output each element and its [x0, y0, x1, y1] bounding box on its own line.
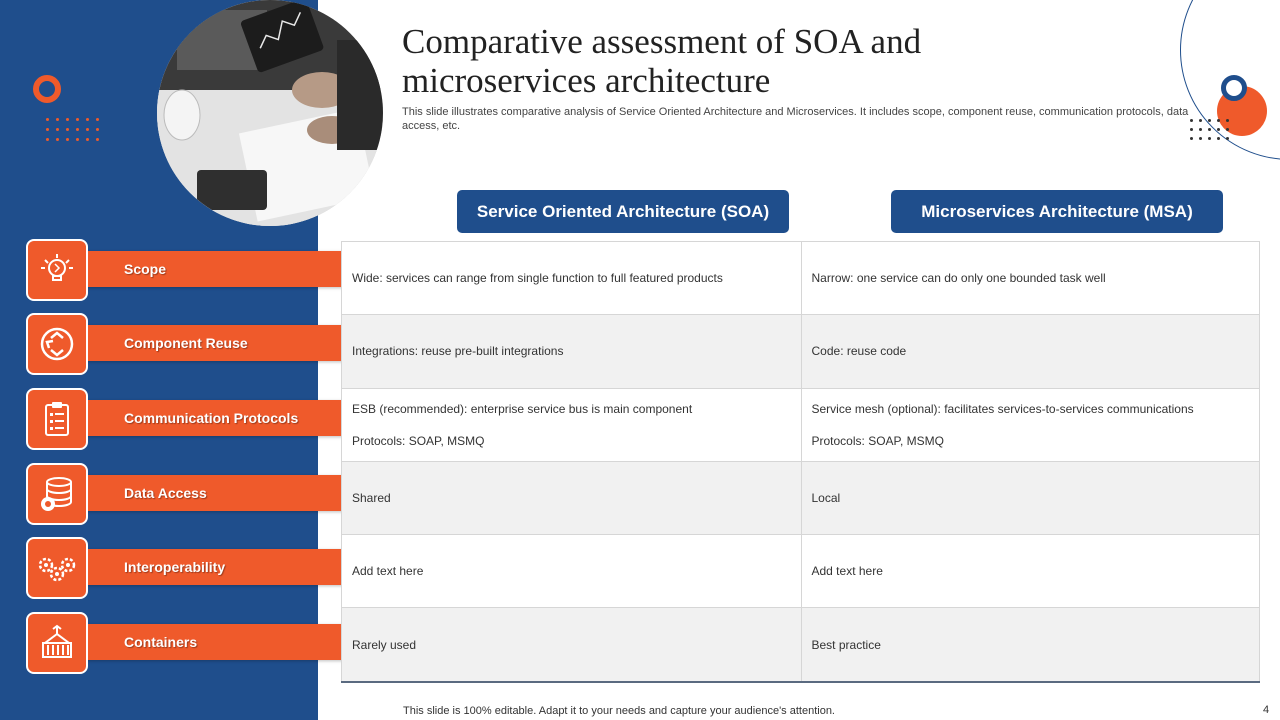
- cell-text: Local: [811, 491, 841, 506]
- clipboard-icon: [26, 388, 88, 450]
- msa-cell: [801, 242, 1261, 314]
- row-label-text: Communication Protocols: [124, 410, 299, 426]
- footer-note: This slide is 100% editable. Adapt it to your needs and capture your audience's attention.: [403, 705, 835, 717]
- scope-icon: [26, 239, 88, 301]
- row-label-containers: [26, 612, 336, 674]
- cell-text: Integrations: reuse pre-built integrations: [352, 344, 564, 359]
- table-row: [341, 607, 1260, 680]
- row-label-text: Data Access: [124, 485, 207, 501]
- row-pill: [74, 325, 360, 361]
- column-header-msa: Microservices Architecture (MSA): [891, 190, 1223, 233]
- decorative-ring: [33, 75, 61, 103]
- database-icon: [26, 463, 88, 525]
- soa-cell: [341, 535, 801, 607]
- row-label-data-access: [26, 463, 336, 525]
- row-label-scope: [26, 239, 336, 301]
- page-number: 4: [1263, 704, 1270, 716]
- cell-text: Add text here: [811, 564, 883, 579]
- msa-cell: [801, 608, 1261, 680]
- row-label-communication-protocols: [26, 388, 336, 450]
- msa-cell: [801, 462, 1261, 534]
- row-pill: [74, 475, 360, 511]
- row-pill: [74, 549, 360, 585]
- cell-text: Add text here: [352, 564, 424, 579]
- cell-text: Narrow: one service can do only one bounded task well: [811, 271, 1106, 286]
- row-label-text: Interoperability: [124, 559, 226, 575]
- table-row: [341, 534, 1260, 607]
- comparison-table: [341, 241, 1260, 683]
- gears-icon: [26, 537, 88, 599]
- msa-cell: [801, 315, 1261, 387]
- soa-cell: [341, 608, 801, 680]
- row-pill: [74, 624, 360, 660]
- table-row: [341, 314, 1260, 387]
- cell-text: Wide: services can range from single function to full featured products: [352, 271, 723, 286]
- cell-text: Protocols: SOAP, MSMQ: [352, 433, 485, 448]
- cell-text: ESB (recommended): enterprise service bus is main component: [352, 401, 693, 416]
- msa-cell: [801, 389, 1261, 461]
- hero-photo: [157, 0, 383, 226]
- decorative-ring: [1221, 75, 1247, 101]
- table-row: [341, 241, 1260, 314]
- table-row: [341, 461, 1260, 534]
- soa-cell: [341, 242, 801, 314]
- cell-text: Code: reuse code: [811, 344, 907, 359]
- soa-cell: [341, 462, 801, 534]
- row-label-text: Scope: [124, 261, 167, 277]
- table-row: [341, 388, 1260, 461]
- cell-text: Service mesh (optional): facilitates services-to-services communications: [811, 401, 1194, 416]
- cell-text: Protocols: SOAP, MSMQ: [811, 433, 944, 448]
- decorative-dots: [46, 118, 99, 141]
- row-pill: [74, 251, 360, 287]
- row-label-text: Component Reuse: [124, 335, 248, 351]
- cell-text: Best practice: [811, 637, 881, 652]
- soa-cell: [341, 315, 801, 387]
- column-header-soa: Service Oriented Architecture (SOA): [457, 190, 789, 233]
- row-label-text: Containers: [124, 634, 198, 650]
- decorative-dots: [1190, 119, 1229, 140]
- cell-text: Rarely used: [352, 637, 417, 652]
- row-pill: [74, 400, 360, 436]
- container-icon: [26, 612, 88, 674]
- soa-cell: [341, 389, 801, 461]
- row-label-interoperability: [26, 537, 336, 599]
- msa-cell: [801, 535, 1261, 607]
- cell-text: Shared: [352, 491, 391, 506]
- page-subtitle: This slide illustrates comparative analysis of Service Oriented Architecture and Microservices. It includes scope, component reuse, communication protocols, data access, etc.: [402, 106, 1189, 132]
- row-label-component-reuse: [26, 313, 336, 375]
- page-title: Comparative assessment of SOA and microservices architecture: [402, 22, 922, 100]
- recycle-icon: [26, 313, 88, 375]
